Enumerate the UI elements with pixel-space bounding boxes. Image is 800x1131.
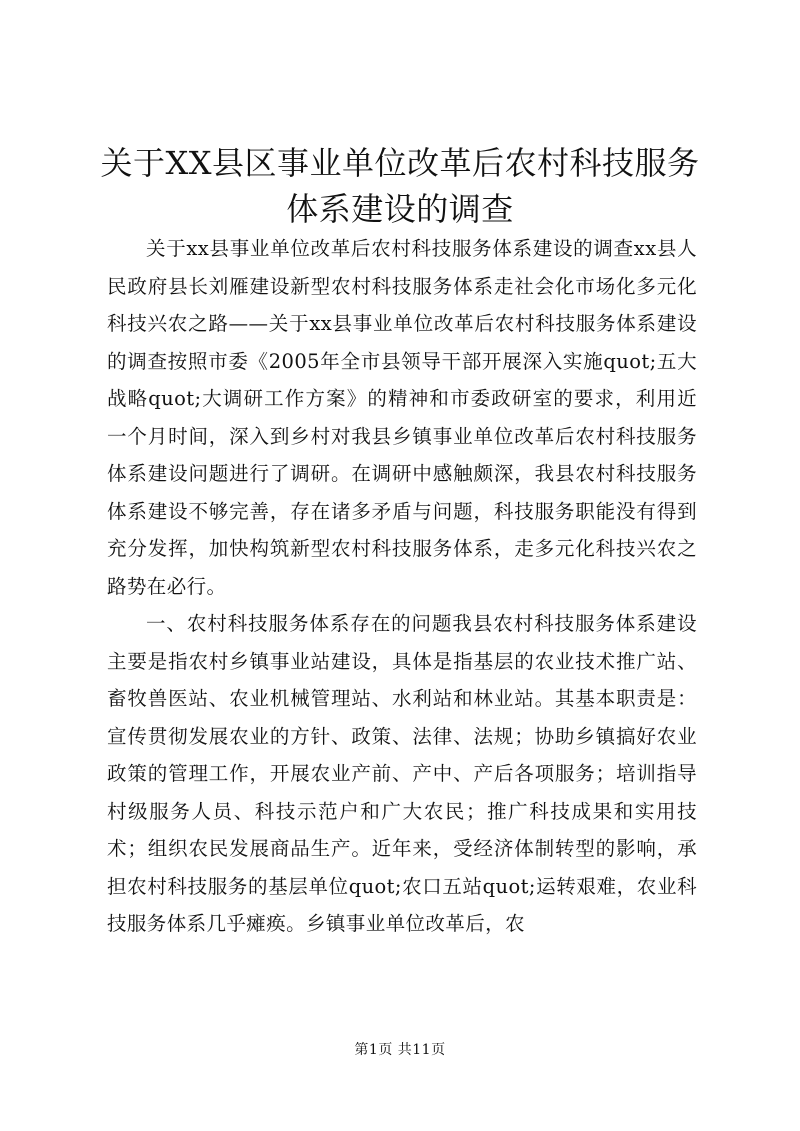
paragraph-intro: 关于xx县事业单位改革后农村科技服务体系建设的调查xx县人民政府县长刘雁建设新型农村科技服务体系走社会化市场化多元化科技兴农之路——关于xx县事业单位改革后农村科技服务体系建设的调查按照市委《2005年全市县领导干部开展深入实施quot;五大战略quot;大调研工作方案》的精神和市委政研室的要求，利用近一个月时间，深入到乡村对我县乡镇事业单位改革后农村科技服务体系建设问题进行了调研。在调研中感触颇深，我县农村科技服务体系建设不够完善，存在诸多矛盾与问题，科技服务职能没有得到充分发挥，加快构筑新型农村科技服务体系，走多元化科技兴农之路势在必行。	[107, 237, 697, 598]
document-body	[107, 230, 697, 943]
document-title: 关于XX县区事业单位改革后农村科技服务体系建设的调查	[100, 144, 700, 228]
page-number-footer: 第1页 共11页	[354, 1042, 446, 1058]
paragraph-section-one: 一、农村科技服务体系存在的问题我县农村科技服务体系建设主要是指农村乡镇事业站建设，具体是指基层的农业技术推广站、畜牧兽医站、农业机械管理站、水利站和林业站。其基本职责是：宣传贯彻发展农业的方针、政策、法律、法规；协助乡镇搞好农业政策的管理工作，开展农业产前、产中、产后各项服务；培训指导村级服务人员、科技示范户和广大农民；推广科技成果和实用技术；组织农民发展商品生产。近年来，受经济体制转型的影响，承担农村科技服务的基层单位quot;农口五站quot;运转艰难，农业科技服务体系几乎瘫痪。乡镇事业单位改革后，农	[107, 612, 697, 935]
